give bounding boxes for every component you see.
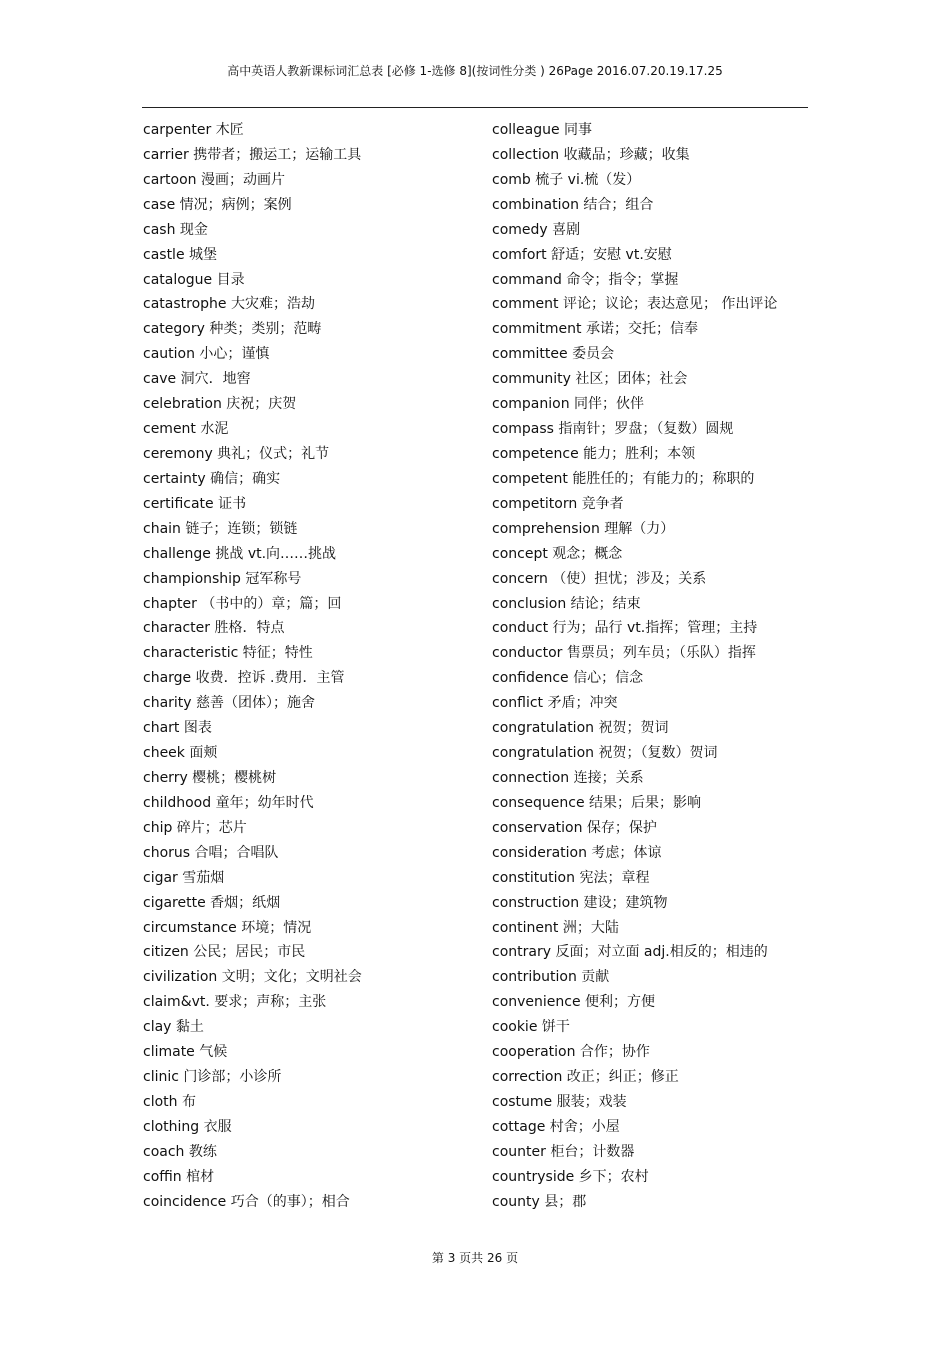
vocabulary-entry: citizen 公民；居民；市民 bbox=[143, 944, 306, 961]
vocabulary-entry: comb 梳子 vi.梳（发） bbox=[492, 171, 641, 188]
vocabulary-entry: cement 水泥 bbox=[143, 421, 229, 438]
vocabulary-entry: charity 慈善（团体）；施舍 bbox=[143, 695, 316, 712]
vocabulary-entry: costume 服装；戏装 bbox=[492, 1093, 627, 1110]
vocabulary-entry: case 情况；病例；案例 bbox=[143, 196, 292, 213]
vocabulary-entry: conductor 售票员；列车员；（乐队）指挥 bbox=[492, 645, 756, 662]
vocabulary-entry: chapter （书中的）章；篇；回 bbox=[143, 595, 342, 612]
vocabulary-entry: comedy 喜剧 bbox=[492, 221, 581, 238]
vocabulary-entry: catalogue 目录 bbox=[143, 271, 245, 288]
vocabulary-entry: cheek 面颊 bbox=[143, 745, 218, 762]
vocabulary-entry: certainty 确信；确实 bbox=[143, 470, 281, 487]
vocabulary-entry: counter 柜台；计数器 bbox=[492, 1143, 635, 1160]
vocabulary-entry: countryside 乡下；农村 bbox=[492, 1168, 649, 1185]
vocabulary-entry: cherry 樱桃；樱桃树 bbox=[143, 769, 277, 786]
vocabulary-entry: catastrophe 大灾难；浩劫 bbox=[143, 296, 315, 313]
vocabulary-entry: competitorn 竞争者 bbox=[492, 495, 624, 512]
vocabulary-entry: claim&vt. 要求；声称；主张 bbox=[143, 994, 327, 1011]
vocabulary-entry: constitution 宪法；章程 bbox=[492, 869, 650, 886]
vocabulary-entry: charge 收费．控诉 .费用．主管 bbox=[143, 670, 345, 687]
vocabulary-entry: congratulation 祝贺；贺词 bbox=[492, 720, 669, 737]
vocabulary-entry: caution 小心；谨慎 bbox=[143, 346, 270, 363]
vocabulary-entry: construction 建设；建筑物 bbox=[492, 894, 668, 911]
vocabulary-entry: conflict 矛盾；冲突 bbox=[492, 695, 618, 712]
vocabulary-entry: conservation 保存；保护 bbox=[492, 819, 657, 836]
header-rule bbox=[142, 107, 808, 108]
vocabulary-entry: cartoon 漫画；动画片 bbox=[143, 171, 285, 188]
vocabulary-entry: cave 洞穴．地窖 bbox=[143, 371, 251, 388]
vocabulary-column-left bbox=[143, 118, 473, 1215]
vocabulary-entry: command 命令；指令；掌握 bbox=[492, 271, 679, 288]
vocabulary-entry: circumstance 环境；情况 bbox=[143, 919, 312, 936]
vocabulary-entry: collection 收藏品；珍藏；收集 bbox=[492, 146, 690, 163]
vocabulary-entry: characteristic 特征；特性 bbox=[143, 645, 313, 662]
vocabulary-entry: conclusion 结论；结束 bbox=[492, 595, 641, 612]
vocabulary-entry: competence 能力；胜利；本领 bbox=[492, 445, 696, 462]
vocabulary-entry: climate 气候 bbox=[143, 1044, 228, 1061]
page-header: 高中英语人教新课标词汇总表 [必修 1-选修 8](按词性分类 ) 26Page 2016.07.20.19.17.25 bbox=[227, 64, 723, 78]
vocabulary-entry: correction 改正；纠正；修正 bbox=[492, 1069, 679, 1086]
vocabulary-entry: comprehension 理解（力） bbox=[492, 520, 675, 537]
vocabulary-entry: clay 黏土 bbox=[143, 1019, 204, 1036]
vocabulary-entry: concern （使）担忧；涉及；关系 bbox=[492, 570, 707, 587]
vocabulary-entry: chorus 合唱；合唱队 bbox=[143, 844, 279, 861]
vocabulary-entry: colleague 同事 bbox=[492, 122, 593, 138]
vocabulary-entry: consideration 考虑；体谅 bbox=[492, 844, 662, 861]
vocabulary-entry: commitment 承诺；交托；信奉 bbox=[492, 321, 698, 338]
vocabulary-entry: concept 观念；概念 bbox=[492, 545, 623, 562]
vocabulary-entry: coincidence 巧合（的事）；相合 bbox=[143, 1193, 350, 1210]
vocabulary-entry: chain 链子；连锁；锁链 bbox=[143, 520, 298, 537]
vocabulary-entry: county 县；郡 bbox=[492, 1193, 587, 1210]
vocabulary-entry: carrier 携带者；搬运工；运输工具 bbox=[143, 146, 362, 163]
vocabulary-column-right bbox=[492, 118, 808, 1215]
vocabulary-entry: consequence 结果；后果；影响 bbox=[492, 794, 702, 811]
page-footer: 第 3 页共 26 页 bbox=[431, 1251, 519, 1265]
vocabulary-entry: challenge 挑战 vt.向……挑战 bbox=[143, 545, 337, 562]
vocabulary-entry: ceremony 典礼；仪式；礼节 bbox=[143, 445, 330, 462]
vocabulary-entry: companion 同伴；伙伴 bbox=[492, 396, 645, 413]
vocabulary-entry: cookie 饼干 bbox=[492, 1019, 570, 1036]
vocabulary-entry: cigar 雪茄烟 bbox=[143, 869, 225, 886]
vocabulary-entry: compass 指南针；罗盘；（复数）圆规 bbox=[492, 421, 734, 438]
vocabulary-entry: celebration 庆祝；庆贺 bbox=[143, 396, 297, 413]
vocabulary-entry: certificate 证书 bbox=[143, 495, 247, 512]
vocabulary-entry: cash 现金 bbox=[143, 221, 208, 238]
vocabulary-entry: clinic 门诊部；小诊所 bbox=[143, 1069, 282, 1086]
vocabulary-entry: chip 碎片；芯片 bbox=[143, 819, 247, 836]
vocabulary-entry: coffin 棺材 bbox=[143, 1168, 215, 1185]
vocabulary-entry: continent 洲；大陆 bbox=[492, 919, 619, 936]
vocabulary-entry: championship 冠军称号 bbox=[143, 570, 302, 587]
vocabulary-entry: comfort 舒适；安慰 vt.安慰 bbox=[492, 246, 672, 263]
vocabulary-entry: convenience 便利；方便 bbox=[492, 994, 656, 1011]
vocabulary-entry: contribution 贡献 bbox=[492, 969, 610, 986]
vocabulary-entry: chart 图表 bbox=[143, 720, 212, 737]
vocabulary-entry: cooperation 合作；协作 bbox=[492, 1044, 650, 1061]
vocabulary-entry: comment 评论；议论；表达意见； 作出评论 bbox=[492, 296, 778, 313]
vocabulary-entry: character 胜格．特点 bbox=[143, 620, 285, 637]
vocabulary-entry: cloth 布 bbox=[143, 1093, 196, 1110]
vocabulary-entry: civilization 文明；文化；文明社会 bbox=[143, 969, 362, 986]
vocabulary-entry: committee 委员会 bbox=[492, 346, 615, 363]
vocabulary-entry: carpenter 木匠 bbox=[143, 122, 244, 138]
vocabulary-entry: conduct 行为；品行 vt.指挥；管理；主持 bbox=[492, 620, 758, 637]
vocabulary-entry: clothing 衣服 bbox=[143, 1118, 232, 1135]
vocabulary-entry: competent 能胜任的；有能力的；称职的 bbox=[492, 470, 755, 487]
vocabulary-entry: category 种类；类别；范畴 bbox=[143, 321, 322, 338]
vocabulary-entry: coach 教练 bbox=[143, 1143, 217, 1160]
vocabulary-entry: congratulation 祝贺；（复数）贺词 bbox=[492, 745, 718, 762]
vocabulary-entry: community 社区；团体；社会 bbox=[492, 371, 688, 388]
vocabulary-entry: castle 城堡 bbox=[143, 246, 218, 263]
vocabulary-entry: childhood 童年；幼年时代 bbox=[143, 794, 314, 811]
vocabulary-entry: combination 结合；组合 bbox=[492, 196, 654, 213]
vocabulary-entry: connection 连接；关系 bbox=[492, 769, 644, 786]
vocabulary-entry: contrary 反面；对立面 adj.相反的；相违的 bbox=[492, 944, 768, 961]
vocabulary-entry: confidence 信心；信念 bbox=[492, 670, 644, 687]
vocabulary-entry: cigarette 香烟；纸烟 bbox=[143, 894, 281, 911]
vocabulary-entry: cottage 村舍；小屋 bbox=[492, 1118, 620, 1135]
